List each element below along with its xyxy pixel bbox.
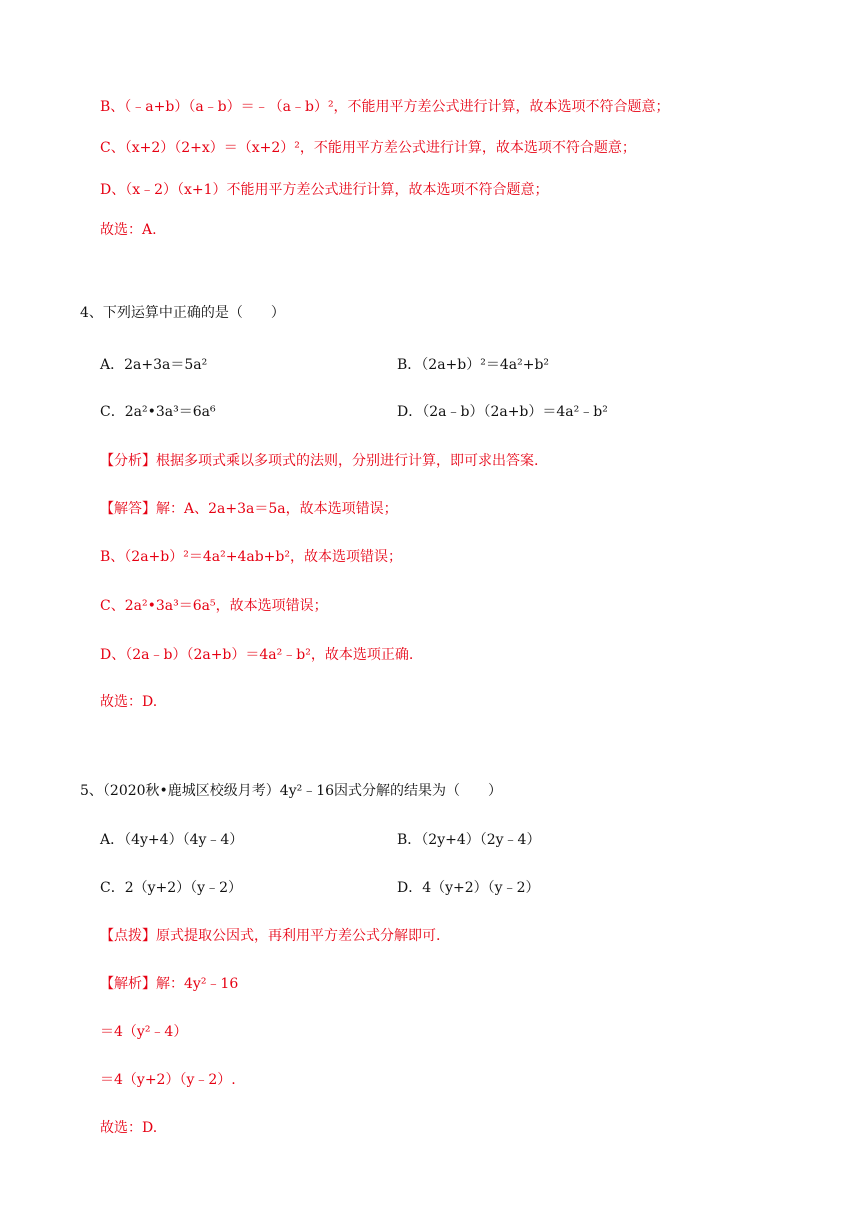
q4-analysis: 【分析】根据多项式乘以多项式的法则，分别进行计算，即可求出答案. (100, 453, 539, 469)
q5-option-b: B．（2y+4）（2y﹣4） (397, 832, 541, 848)
q4-option-b: B．（2a+b）²＝4a²+b² (397, 357, 550, 373)
q4-solution-c: C、2a²•3a³＝6a⁵，故本选项错误； (100, 598, 328, 614)
q5-answer: 故选：D. (100, 1120, 158, 1136)
q4-option-c: C．2a²•3a³＝6a⁶ (100, 404, 216, 420)
q4-solution-b: B、（2a+b）²＝4a²+4ab+b²，故本选项错误； (100, 549, 402, 565)
q4-option-a: A．2a+3a＝5a² (100, 357, 208, 373)
q5-stem: 5、（2020秋•鹿城区校级月考）4y²﹣16因式分解的结果为（ ） (80, 783, 503, 799)
q4-solution-d: D、（2a﹣b）（2a+b）＝4a²﹣b²，故本选项正确. (100, 647, 414, 663)
q5-option-a: A．（4y+4）（4y﹣4） (100, 832, 244, 848)
q4-option-d: D．（2a﹣b）（2a+b）＝4a²﹣b² (397, 404, 608, 420)
q3-answer: 故选：A. (100, 222, 157, 238)
q3-option-b-explanation: B、（﹣a+b）（a﹣b）＝﹣（a﹣b）²，不能用平方差公式进行计算，故本选项不符合题意； (100, 99, 670, 115)
q4-solution-a: 【解答】解：A、2a+3a＝5a，故本选项错误； (100, 501, 398, 517)
q4-answer: 故选：D. (100, 694, 158, 710)
q4-stem: 4、下列运算中正确的是（ ） (80, 305, 285, 321)
q5-solution-line-3: ＝4（y+2）（y﹣2）. (100, 1072, 236, 1088)
q5-option-d: D．4（y+2）（y﹣2） (397, 880, 540, 896)
q5-solution-line-2: ＝4（y²﹣4） (100, 1024, 188, 1040)
q5-solution-line-1: 【解析】解：4y²﹣16 (100, 976, 239, 992)
q3-option-d-explanation: D、（x﹣2）（x+1）不能用平方差公式进行计算，故本选项不符合题意； (100, 182, 549, 198)
q5-hint: 【点拨】原式提取公因式，再利用平方差公式分解即可. (100, 928, 441, 944)
q3-option-c-explanation: C、（x+2）（2+x）＝（x+2）²，不能用平方差公式进行计算，故本选项不符合题意； (100, 140, 636, 156)
q5-option-c: C．2（y+2）（y﹣2） (100, 880, 242, 896)
